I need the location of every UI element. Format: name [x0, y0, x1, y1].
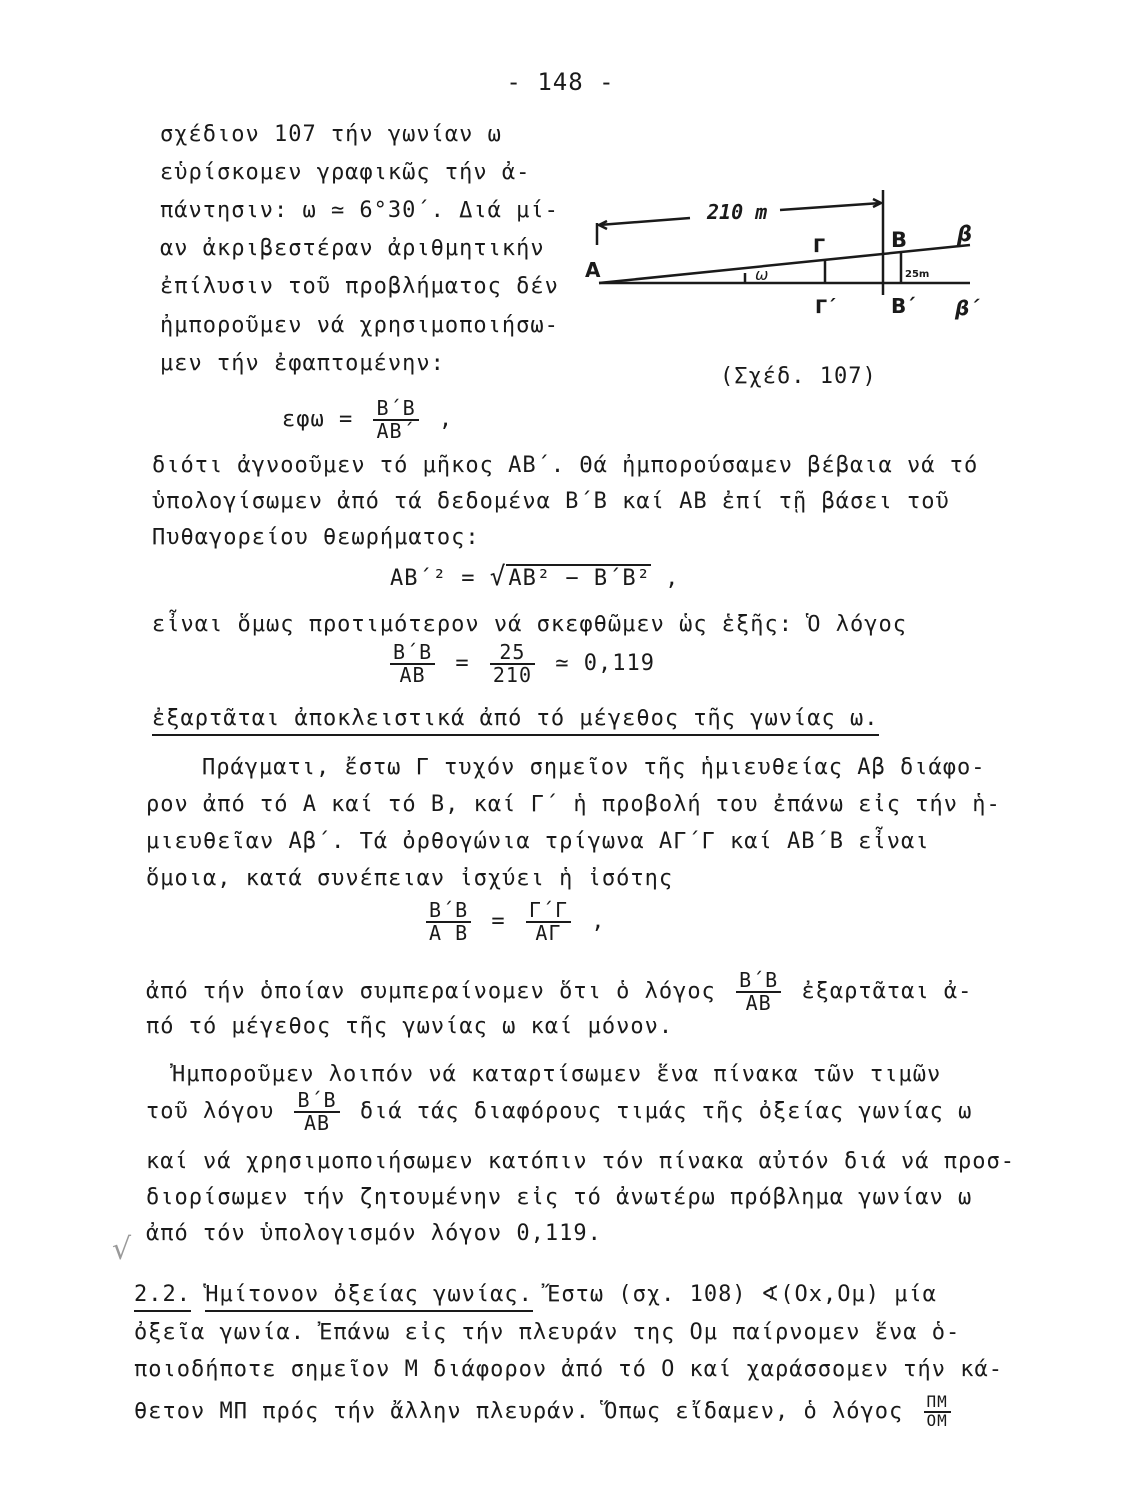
label-Gamma: Γ	[813, 235, 826, 257]
label-beta: β	[957, 222, 973, 246]
fraction-numerator: ΠM	[924, 1394, 951, 1413]
text-line: ἐπίλυσιν τοῦ προβλήματος δέν	[160, 274, 559, 299]
text-segment: διά τάς διαφόρους τιμάς τῆς ὀξείας γωνίας ω	[359, 1099, 973, 1124]
fraction-denominator: OM	[926, 1410, 948, 1430]
section-number: 2.2.	[134, 1282, 191, 1312]
equation-similarity	[420, 900, 606, 944]
dimension-line-right	[780, 203, 881, 210]
underlined-statement	[152, 706, 879, 731]
distance-label: 210 m	[707, 200, 768, 224]
fraction-denominator: AB	[303, 1111, 331, 1135]
text-line-with-fraction	[134, 1394, 957, 1430]
fraction-numerator: B΄B	[294, 1090, 339, 1113]
fraction-denominator: AΓ	[535, 921, 562, 945]
equals-sign: =	[491, 909, 506, 934]
text-line-with-fraction	[146, 970, 972, 1014]
text-line: μεν τήν ἐφαπτομένην:	[160, 351, 445, 376]
figure-caption: (Σχέδ. 107)	[720, 364, 877, 389]
fraction-numerator: B΄B	[426, 900, 471, 923]
fraction	[390, 642, 435, 686]
fraction	[526, 900, 571, 944]
text-line: σχέδιον 107 τήν γωνίαν ω	[160, 122, 502, 147]
fraction	[294, 1090, 339, 1134]
sqrt-sign: √	[489, 562, 507, 592]
text-segment: θετον MΠ πρός τήν ἄλλην πλευράν. Ὅπως εἴδαμεν, ὁ λόγος	[134, 1398, 904, 1424]
text-line: Πράγματι, ἔστω Γ τυχόν σημεῖον τῆς ἡμιευθείας Aβ διάφο-	[202, 755, 986, 780]
text-line: πό τό μέγεθος τῆς γωνίας ω καί μόνον.	[146, 1014, 674, 1039]
text-line: καί νά χρησιμοποιήσωμεν κατόπιν τόν πίνακα αὐτόν διά νά προσ-	[146, 1149, 1015, 1174]
text-line: διορίσωμεν τήν ζητουμένην εἰς τό ἀνωτέρω πρόβλημα γωνίαν ω	[146, 1185, 973, 1210]
equation-tail: ,	[665, 566, 680, 591]
label-B: B	[891, 228, 908, 252]
text-line: διότι ἀγνοοῦμεν τό μῆκος AB΄. Θά ἠμπορούσαμεν βέβαια νά τό	[152, 453, 979, 478]
fraction-denominator: 210	[492, 663, 532, 687]
label-Gamma-prime: Γ΄	[815, 296, 836, 318]
equation-tangent	[282, 398, 453, 442]
section-title: Ἡμίτονον ὀξείας γωνίας.	[205, 1282, 533, 1312]
text-line: ποιοδήποτε σημεῖον M διάφορον ἀπό τό O καί χαράσσομεν τήν κά-	[134, 1357, 1003, 1382]
fraction	[426, 900, 471, 944]
equation-lhs: AB΄² =	[390, 566, 476, 591]
figure-107-diagram	[585, 185, 985, 335]
label-omega: ω	[755, 265, 769, 284]
text-line: ἠμποροῦμεν νά χρησιμοποιήσω-	[160, 313, 559, 338]
text-line: Ἠμποροῦμεν λοιπόν νά καταρτίσωμεν ἕνα πίνακα τῶν τιμῶν	[172, 1062, 942, 1087]
fraction	[373, 398, 418, 442]
text-segment: ἐξαρτᾶται ἀ-	[801, 979, 973, 1004]
fraction-denominator: AB	[399, 663, 426, 687]
label-beta-prime: β΄	[955, 296, 979, 320]
equation-tail: ,	[591, 909, 606, 934]
fraction-numerator: 25	[490, 642, 535, 665]
text-line-with-fraction	[146, 1090, 972, 1134]
equation-ratio	[384, 642, 655, 686]
text-line: ρον ἀπό τό A καί τό B, καί Γ΄ ἡ προβολή του ἐπάνω εἰς τήν ἡ-	[146, 792, 1001, 817]
text-line: μιευθεῖαν Aβ΄. Τά ὀρθογώνια τρίγωνα AΓ΄Γ καί AB΄B εἶναι	[146, 829, 930, 854]
dimension-line-left	[599, 218, 690, 225]
text-line: εἶναι ὅμως προτιμότερον νά σκεφθῶμεν ὡς ἑξῆς: Ὁ λόγος	[152, 612, 907, 637]
text-line: ὑπολογίσωμεν ἀπό τά δεδομένα B΄B καί AB ἐπί τῇ βάσει τοῦ	[152, 489, 950, 514]
text-segment: τοῦ λόγου	[146, 1099, 275, 1124]
label-B-prime: B΄	[891, 294, 916, 318]
equation-pythagoras	[390, 562, 679, 592]
approx-value: ≃ 0,119	[555, 651, 655, 676]
section-heading-line	[134, 1282, 937, 1307]
page-number: - 148 -	[506, 68, 615, 96]
fraction	[736, 970, 781, 1014]
fraction-numerator: Γ΄Γ	[526, 900, 571, 923]
equation-tail: ,	[438, 407, 454, 432]
text-line: Πυθαγορείου θεωρήματος:	[152, 525, 480, 550]
text-line: πάντησιν: ω ≃ 6°30΄. Διά μί-	[160, 198, 559, 223]
fraction	[924, 1394, 951, 1430]
label-A: A	[585, 258, 601, 282]
equation-lhs: εφω =	[282, 407, 354, 432]
fraction-numerator: B΄B	[736, 970, 781, 993]
text-line: αν ἀκριβεστέραν ἀριθμητικήν	[160, 236, 545, 261]
margin-check-mark: √	[112, 1232, 132, 1267]
fraction-denominator: AB΄	[376, 419, 416, 443]
text-line: ἀπό τόν ὑπολογισμόν λόγον 0,119.	[146, 1221, 602, 1246]
fraction-numerator: B΄B	[390, 642, 435, 665]
text-segment: ἀπό τήν ὁποίαν συμπεραίνομεν ὅτι ὁ λόγος	[146, 979, 716, 1004]
underlined-text: ἐξαρτᾶται ἀποκλειστικά ἀπό τό μέγεθος τῆς γωνίας ω.	[152, 706, 879, 736]
equals-sign: =	[455, 651, 470, 676]
text-line: ὀξεῖα γωνία. Ἐπάνω εἰς τήν πλευράν της Oμ παίρνομεν ἕνα ὁ-	[134, 1320, 961, 1345]
text-line: ὅμοια, κατά συνέπειαν ἰσχύει ἡ ἰσότης	[146, 866, 674, 891]
fraction	[490, 642, 535, 686]
height-label: 25m	[905, 269, 930, 280]
text-line: εὑρίσκομεν γραφικῶς τήν ἀ-	[160, 160, 531, 185]
sqrt-radicand: AB² − B΄B²	[508, 566, 651, 591]
fraction-denominator: A B	[429, 921, 469, 945]
fraction-denominator: AB	[745, 991, 772, 1015]
fraction-numerator: B΄B	[373, 398, 418, 421]
text-segment: Ἔστω (σχ. 108) ∢(Ox,Oμ) μία	[547, 1282, 937, 1307]
